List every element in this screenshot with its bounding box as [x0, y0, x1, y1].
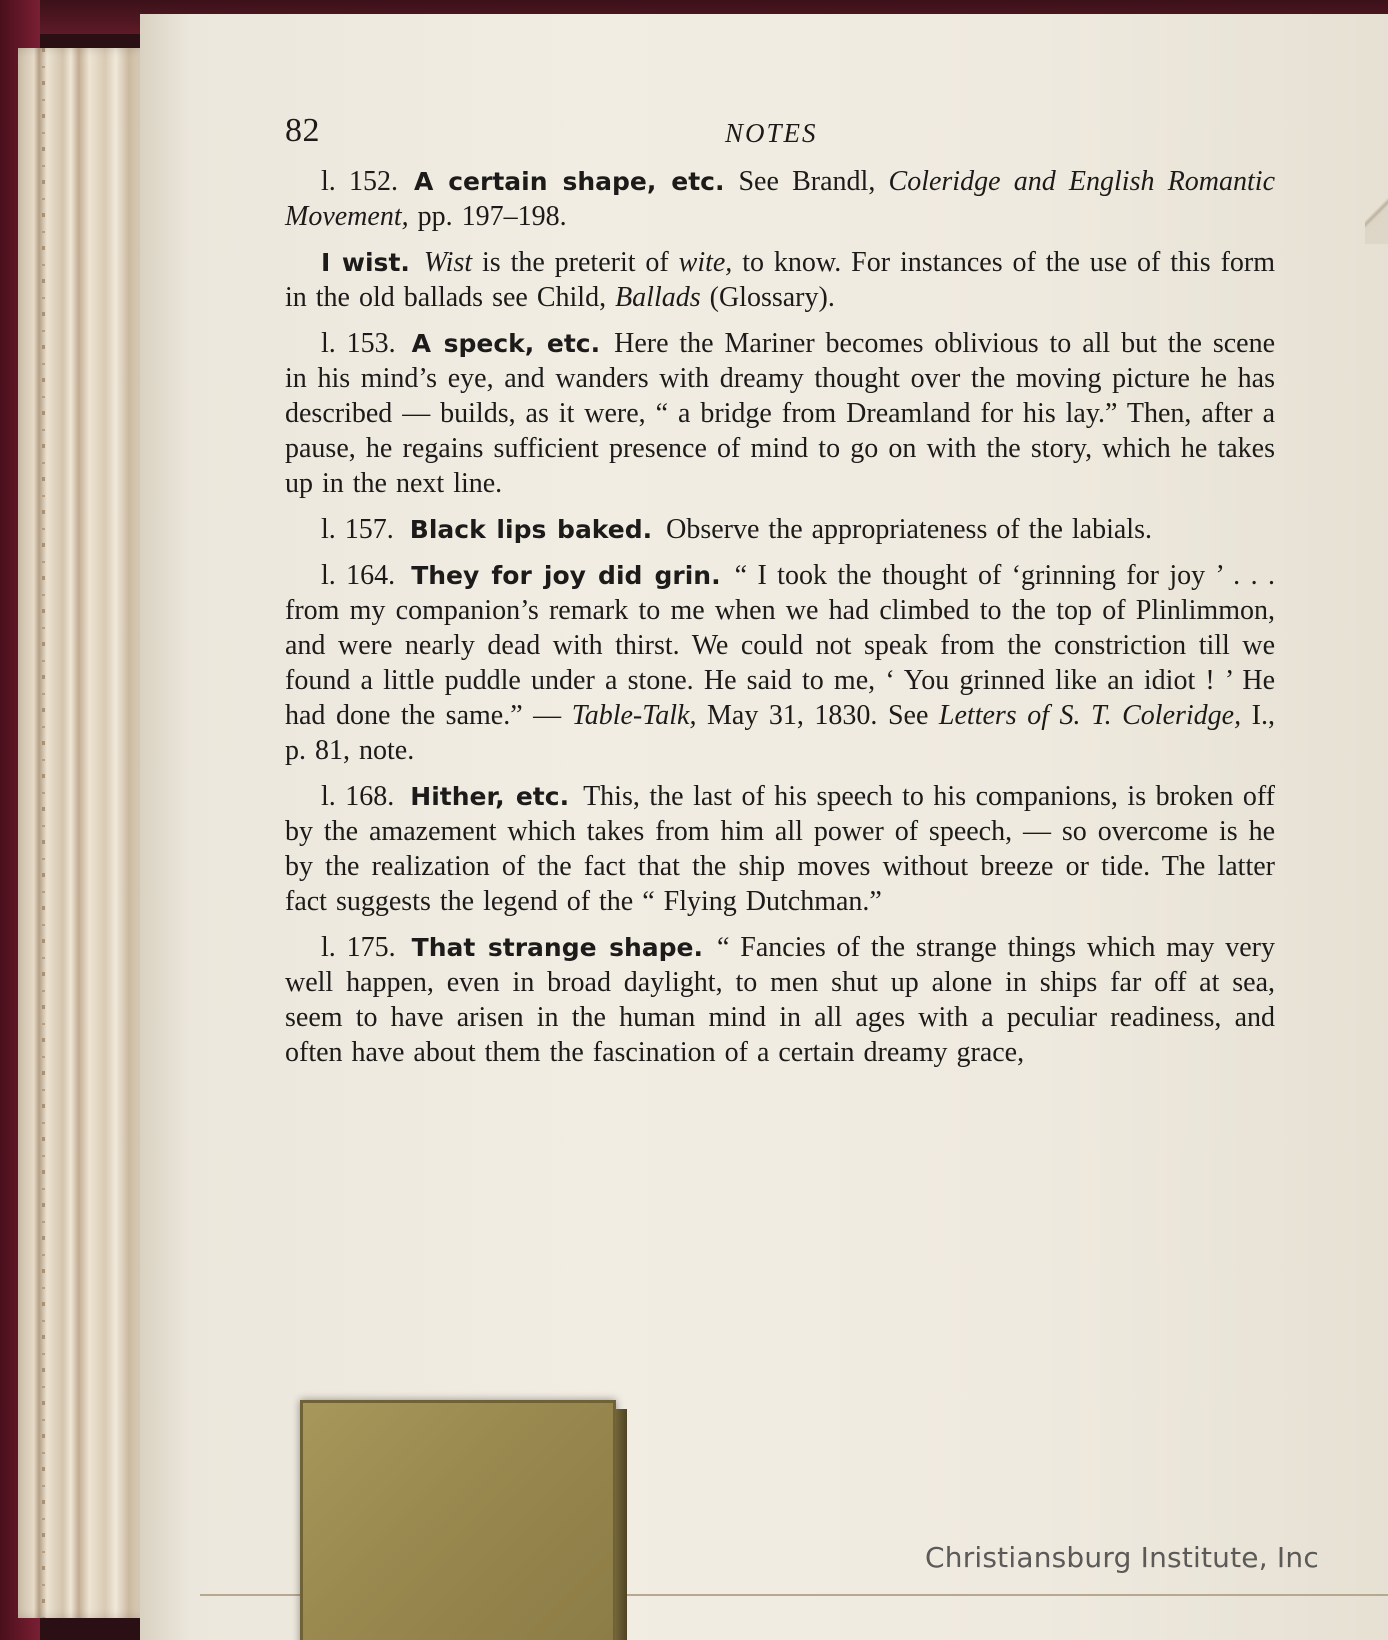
- note-italic-word: wite,: [678, 247, 733, 278]
- note-lemma: That strange shape.: [411, 933, 703, 962]
- note-text: See Brandl,: [738, 166, 889, 197]
- note-ref: l. 152.: [321, 166, 398, 197]
- note-l175: [285, 930, 1275, 1070]
- note-ref: l. 157.: [321, 514, 394, 545]
- note-text: I., p. 81, note.: [285, 700, 1275, 766]
- note-text: is the preterit of: [472, 247, 679, 278]
- note-text: Observe the appropriateness of the labials.: [666, 514, 1152, 545]
- note-text: Here the Mariner becomes oblivious to all but the scene in his mind’s eye, and wanders with dreamy thought over the moving picture he has described — builds, as it were, “ a bridge from Dreamland for his lay.” Then, after a pause, he regains sufficient presence of mind to go on with the story, which he takes up in the next line.: [285, 328, 1276, 499]
- brass-page-clip: [300, 1400, 616, 1640]
- note-i-wist: [285, 245, 1275, 315]
- note-text: This, the last of his speech to his companions, is broken off by the amazement which takes from him all power of speech, — so overcome is he by the realization of the fact that the ship moves without breeze or tide. The latter fact suggests the legend of the “ Flying Dutchman.”: [285, 781, 1276, 917]
- page-text: [285, 112, 1275, 1081]
- note-lemma: Hither, etc.: [410, 782, 570, 811]
- running-head: NOTES: [725, 118, 818, 148]
- note-l152: [285, 164, 1275, 234]
- page-header: [285, 112, 1275, 164]
- note-italic-title: Ballads: [615, 282, 701, 313]
- note-italic-title: Table-Talk,: [571, 700, 697, 731]
- note-lemma: They for joy did grin.: [411, 561, 721, 590]
- note-italic-title: Coleridge and English Romantic Movement,: [285, 166, 1276, 232]
- note-l164: [285, 558, 1275, 768]
- note-text: (Glossary).: [700, 282, 835, 313]
- page-tear: [1365, 14, 1388, 244]
- note-italic-title: Letters of S. T. Coleridge,: [938, 700, 1242, 731]
- page-stack-edge: [18, 48, 150, 1618]
- note-text: May 31, 1830. See: [696, 700, 939, 731]
- note-l153: [285, 326, 1275, 501]
- watermark: Christiansburg Institute, Inc: [925, 1541, 1319, 1574]
- note-italic-word: Wist: [423, 247, 473, 278]
- note-l157: [285, 512, 1275, 547]
- note-l168: [285, 779, 1275, 919]
- page-number: 82: [285, 112, 320, 149]
- note-lemma: A speck, etc.: [411, 329, 601, 358]
- note-ref: l. 175.: [321, 932, 396, 963]
- note-text: “ I took the thought of ‘grinning for joy ’ . . . from my companion’s remark to me when we had climbed to the top of Plinlimmon, and were nearly dead with thirst. We could not speak from the constriction till we found a little puddle under a stone. He said to me, ‘ You grinned like an idiot ! ’ He had done the same.” —: [285, 560, 1275, 731]
- note-text: “ Fancies of the strange things which may very well happen, even in broad daylight, to men shut up alone in ships far off at sea, seem to have arisen in the human mind in all ages with a peculiar readiness, and often have about them the fascination of a certain dreamy grace,: [285, 932, 1276, 1068]
- note-lemma: I wist.: [321, 248, 410, 277]
- note-ref: l. 164.: [321, 560, 396, 591]
- note-ref: l. 168.: [321, 781, 395, 812]
- note-lemma: A certain shape, etc.: [413, 167, 725, 196]
- note-ref: l. 153.: [321, 328, 396, 359]
- note-text: to know. For instances of the use of this form in the old ballads see Child,: [285, 247, 1275, 313]
- note-text: pp. 197–198.: [408, 201, 567, 232]
- note-lemma: Black lips baked.: [409, 515, 653, 544]
